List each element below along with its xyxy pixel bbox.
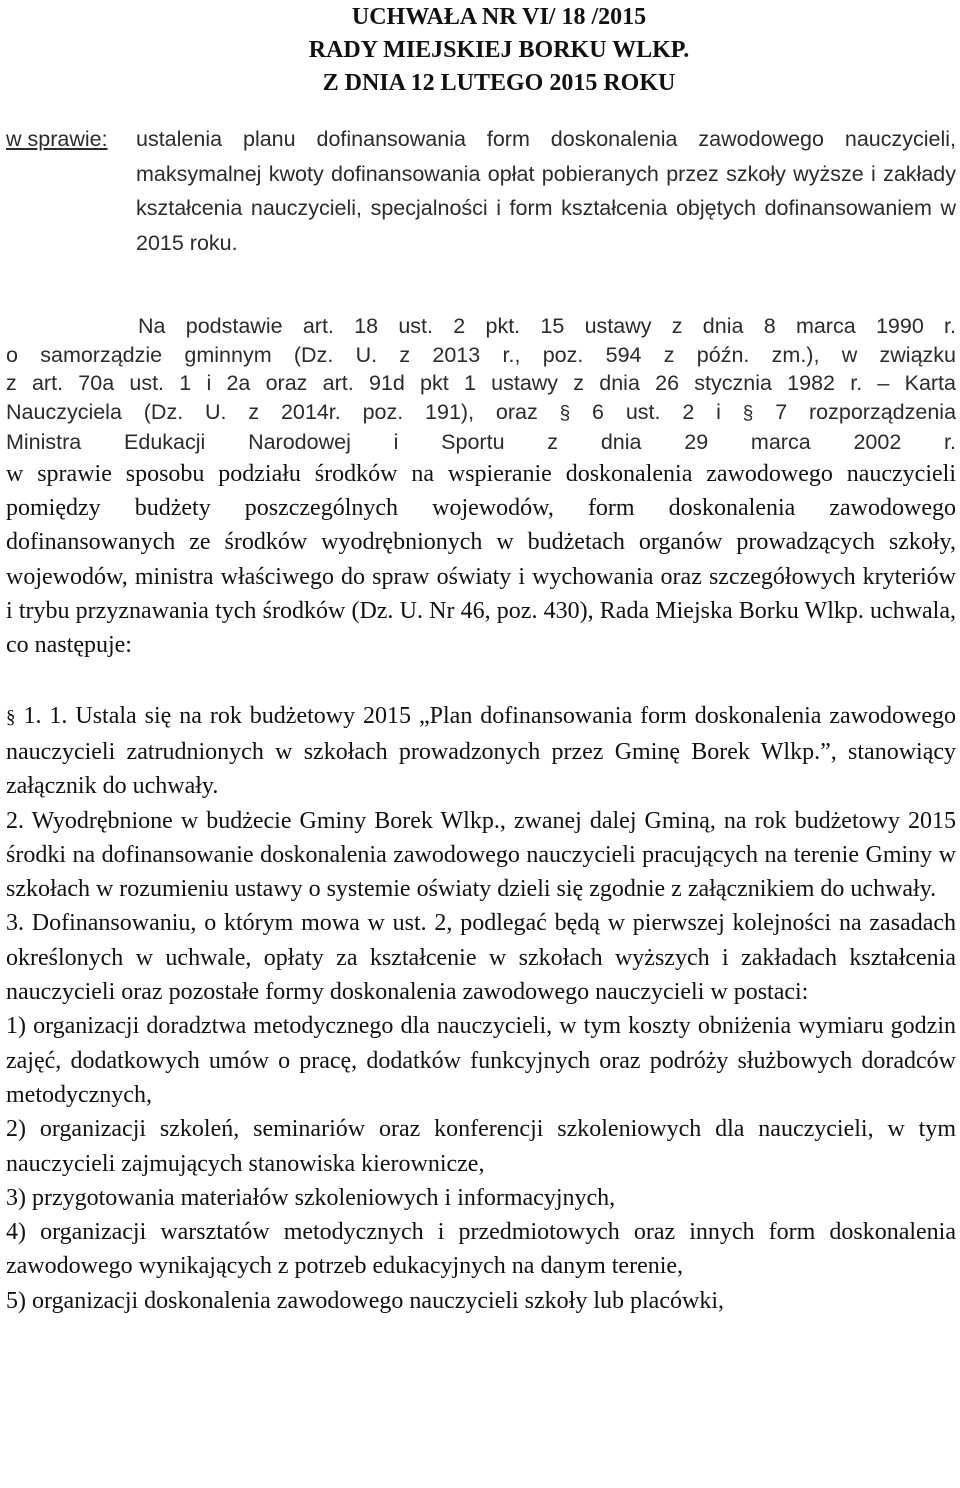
list-item-3: 3) przygotowania materiałów szkoleniowych i informacyjnych, (6, 1184, 616, 1211)
list-item-1: 1) organizacji doradztwa metodycznego dla nauczycieli, w tym koszty obniżenia wymiaru godzin zajęć, dodatkowych umów o pracę, dodatków funkcyjnych oraz podróży służbowych doradców metodycznych, (6, 1013, 956, 1108)
resolution-number: UCHWAŁA NR VI/ 18 /2015 (351, 4, 647, 30)
list-item-4: 4) organizacji warsztatów metodycznych i przedmiotowych oraz innych form doskonalenia zawodowego wynikających z potrzeb edukacyjnych na danym terenie, (6, 1219, 956, 1280)
list-item-5: 5) organizacji doskonalenia zawodowego nauczycieli szkoły lub placówki, (6, 1287, 724, 1314)
resolution-header (6, 0, 956, 100)
resolution-date: Z DNIA 12 LUTEGO 2015 ROKU (322, 70, 676, 96)
section-mark: § (6, 706, 16, 728)
paragraph-3: 3. Dofinansowaniu, o którym mowa w ust. 2, podlegać będą w pierwszej kolejności na zasadach określonych w uchwale, opłaty za kształcenie w szkołach wyższych i zakładach kształcenia nauczycieli oraz pozostałe formy doskonalenia zawodowego nauczycieli w postaci: (6, 910, 956, 1006)
subject-text: ustalenia planu dofinansowania form doskonalenia zawodowego nauczycieli, maksymalnej kwoty dofinansowania opłat pobieranych przez szkoły wyższe i zakłady kształcenia nauczycieli, specjalności i form kształcenia objętych dofinansowaniem w 2015 roku. (136, 127, 956, 255)
section-1 (6, 699, 956, 1318)
legal-basis-line: z art. 70a ust. 1 i 2a oraz art. 91d pkt 1 ustawy z dnia 26 stycznia 1982 r. – Karta (6, 371, 956, 396)
subject-block (6, 122, 956, 260)
paragraph-1: § 1. 1. Ustala się na rok budżetowy 2015 „Plan dofinansowania form doskonalenia zawodowego nauczycieli zatrudnionych w szkołach prowadzonych przez Gminę Borek Wlkp.”, stanowiący załącznik do uchwały. (6, 702, 956, 800)
legal-basis-continuation: w sprawie sposobu podziału środków na wspieranie doskonalenia zawodowego nauczycieli pomiędzy budżety poszczególnych wojewodów, form doskonalenia zawodowego dofinansowanych ze środków wyodrębnionych w budżetach organów prowadzących szkoły, wojewodów, ministra właściwego do spraw oświaty i wychowania oraz szczegółowych kryteriów i trybu przyznawania tych środków (Dz. U. Nr 46, poz. 430), Rada Miejska Borku Wlkp. uchwala, co następuje: (6, 460, 956, 659)
paragraph-2: 2. Wyodrębnione w budżecie Gminy Borek Wlkp., zwanej dalej Gminą, na rok budżetowy 2015 środki na dofinansowanie doskonalenia zawodowego nauczycieli pracujących na terenie Gminy w szkołach w rozumieniu ustawy o systemie oświaty dzieli się zgodnie z załącznikiem do uchwały. (6, 807, 956, 903)
section-mark: § (742, 402, 754, 424)
list-item-2: 2) organizacji szkoleń, seminariów oraz konferencji szkoleniowych dla nauczycieli, w tym nauczycieli zajmujących stanowiska kierownicze, (6, 1116, 956, 1177)
council-name: RADY MIEJSKIEJ BORKU WLKP. (308, 37, 690, 63)
legal-basis (6, 312, 956, 457)
legal-basis-line: Nauczyciela (Dz. U. z 2014r. poz. 191), oraz § 6 ust. 2 i § 7 rozporządzenia (6, 399, 957, 424)
section-mark: § (559, 402, 571, 424)
legal-basis-line: Ministra Edukacji Narodowej i Sportu z dnia 29 marca 2002 r. (6, 430, 956, 455)
legal-basis-line: o samorządzie gminnym (Dz. U. z 2013 r., poz. 594 z późn. zm.), w związku (6, 342, 956, 367)
subject-label: w sprawie: (6, 127, 108, 151)
legal-basis-line: Na podstawie art. 18 ust. 2 pkt. 15 ustawy z dnia 8 marca 1990 r. (138, 314, 956, 339)
